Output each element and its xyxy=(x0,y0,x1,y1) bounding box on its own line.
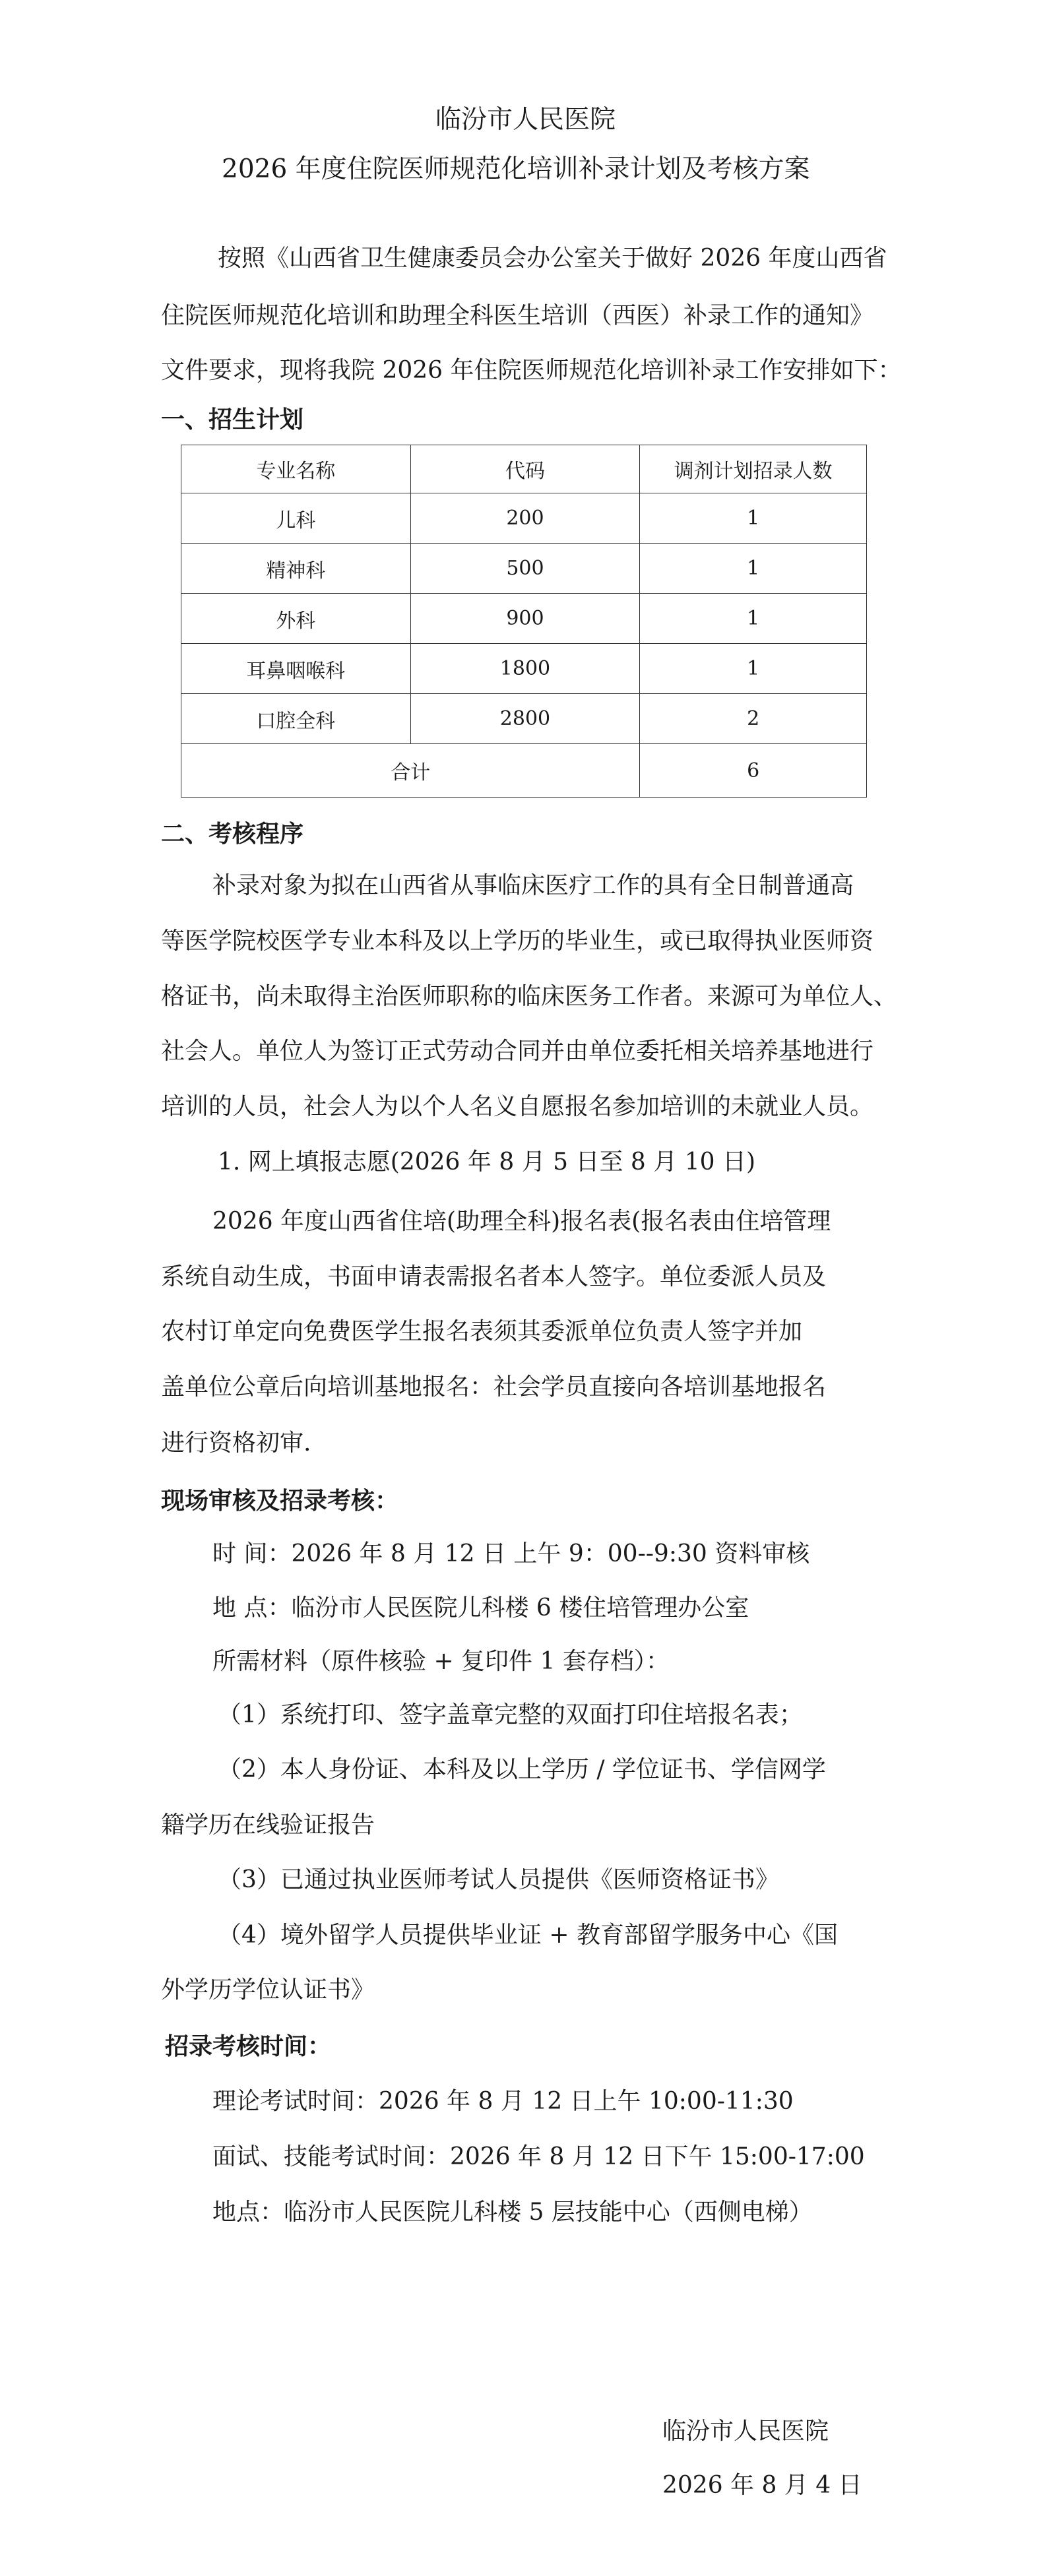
onsite-place: 地 点：临汾市人民医院儿科楼 6 楼住培管理办公室 xyxy=(212,1594,749,1621)
table-total-row xyxy=(181,744,867,798)
column-header-code: 代码 xyxy=(410,445,640,493)
material-item-2: （2）本人身份证、本科及以上学历 / 学位证书、学信网学 xyxy=(218,1756,826,1783)
procedure-line-4: 社会人。单位人为签订正式劳动合同并由单位委托相关培养基地进行 xyxy=(161,1038,874,1065)
exam-heading: 招录考核时间： xyxy=(165,2032,332,2060)
cell-specialty: 耳鼻咽喉科 xyxy=(181,644,411,694)
onsite-heading: 现场审核及招录考核： xyxy=(161,1487,399,1515)
cell-quota: 1 xyxy=(640,544,867,594)
cell-code: 1800 xyxy=(410,644,640,694)
section-heading-procedure: 二、考核程序 xyxy=(161,820,304,848)
cell-specialty: 精神科 xyxy=(181,544,411,594)
table-row xyxy=(181,694,867,744)
cell-code: 900 xyxy=(410,594,640,644)
cell-specialty: 口腔全科 xyxy=(181,694,411,744)
onsite-time: 时 间：2026 年 8 月 12 日 上午 9：00--9:30 资料审核 xyxy=(212,1540,810,1567)
step-1-line-3: 农村订单定向免费医学生报名表须其委派单位负责人签字并加 xyxy=(161,1318,803,1345)
signature-org: 临汾市人民医院 xyxy=(662,2418,829,2445)
cell-code: 200 xyxy=(410,493,640,544)
table-row xyxy=(181,544,867,594)
material-item-4: （4）境外留学人员提供毕业证 + 教育部留学服务中心《国 xyxy=(218,1922,838,1949)
step-1-line-2: 系统自动生成，书面申请表需报名者本人签字。单位委派人员及 xyxy=(161,1263,827,1290)
material-item-3: （3）已通过执业医师考试人员提供《医师资格证书》 xyxy=(218,1866,779,1893)
procedure-line-3: 格证书，尚未取得主治医师职称的临床医务工作者。来源可为单位人、 xyxy=(161,983,898,1010)
cell-quota: 1 xyxy=(640,493,867,544)
exam-interview-time: 面试、技能考试时间：2026 年 8 月 12 日下午 15:00-17:00 xyxy=(212,2143,865,2170)
procedure-line-1: 补录对象为拟在山西省从事临床医疗工作的具有全日制普通高 xyxy=(212,872,854,899)
intro-line-3: 文件要求，现将我院 2026 年住院医师规范化培训补录工作安排如下： xyxy=(161,357,902,384)
material-item-1: （1）系统打印、签字盖章完整的双面打印住培报名表； xyxy=(218,1701,803,1728)
procedure-line-5: 培训的人员，社会人为以个人名义自愿报名参加培训的未就业人员。 xyxy=(161,1093,874,1120)
step-1-line-1: 2026 年度山西省住培(助理全科)报名表(报名表由住培管理 xyxy=(212,1208,831,1235)
signature-date: 2026 年 8 月 4 日 xyxy=(662,2472,862,2499)
step-1-heading: 1. 网上填报志愿(2026 年 8 月 5 日至 8 月 10 日) xyxy=(218,1148,756,1176)
intro-line-2: 住院医师规范化培训和助理全科医生培训（西医）补录工作的通知》 xyxy=(161,302,874,329)
cell-quota: 1 xyxy=(640,594,867,644)
step-1-line-5: 进行资格初审. xyxy=(161,1429,311,1457)
table-row xyxy=(181,644,867,694)
column-header-specialty: 专业名称 xyxy=(181,445,411,493)
table-header-row xyxy=(181,445,867,493)
document-title: 2026 年度住院医师规范化培训补录计划及考核方案 xyxy=(222,154,810,184)
cell-code: 500 xyxy=(410,544,640,594)
cell-quota: 1 xyxy=(640,644,867,694)
total-label: 合计 xyxy=(181,744,640,798)
cell-specialty: 儿科 xyxy=(181,493,411,544)
table-row xyxy=(181,493,867,544)
cell-specialty: 外科 xyxy=(181,594,411,644)
onsite-materials: 所需材料（原件核验 + 复印件 1 套存档）： xyxy=(212,1648,670,1675)
procedure-line-2: 等医学院校医学专业本科及以上学历的毕业生，或已取得执业医师资 xyxy=(161,927,874,955)
intro-line-1: 按照《山西省卫生健康委员会办公室关于做好 2026 年度山西省 xyxy=(218,245,887,272)
section-heading-plan: 一、招生计划 xyxy=(161,406,304,433)
exam-place: 地点：临汾市人民医院儿科楼 5 层技能中心（西侧电梯） xyxy=(212,2199,813,2226)
material-item-4-cont: 外学历学位认证书》 xyxy=(161,1976,375,2003)
step-1-line-4: 盖单位公章后向培训基地报名：社会学员直接向各培训基地报名 xyxy=(161,1373,827,1400)
column-header-quota: 调剂计划招录人数 xyxy=(640,445,867,493)
material-item-2-cont: 籍学历在线验证报告 xyxy=(161,1811,375,1838)
table-row xyxy=(181,594,867,644)
cell-code: 2800 xyxy=(410,694,640,744)
cell-quota: 2 xyxy=(640,694,867,744)
org-title: 临汾市人民医院 xyxy=(435,105,616,135)
total-value: 6 xyxy=(640,744,867,798)
enrollment-plan-table xyxy=(181,445,867,798)
exam-theory-time: 理论考试时间：2026 年 8 月 12 日上午 10:00-11:30 xyxy=(212,2088,794,2115)
